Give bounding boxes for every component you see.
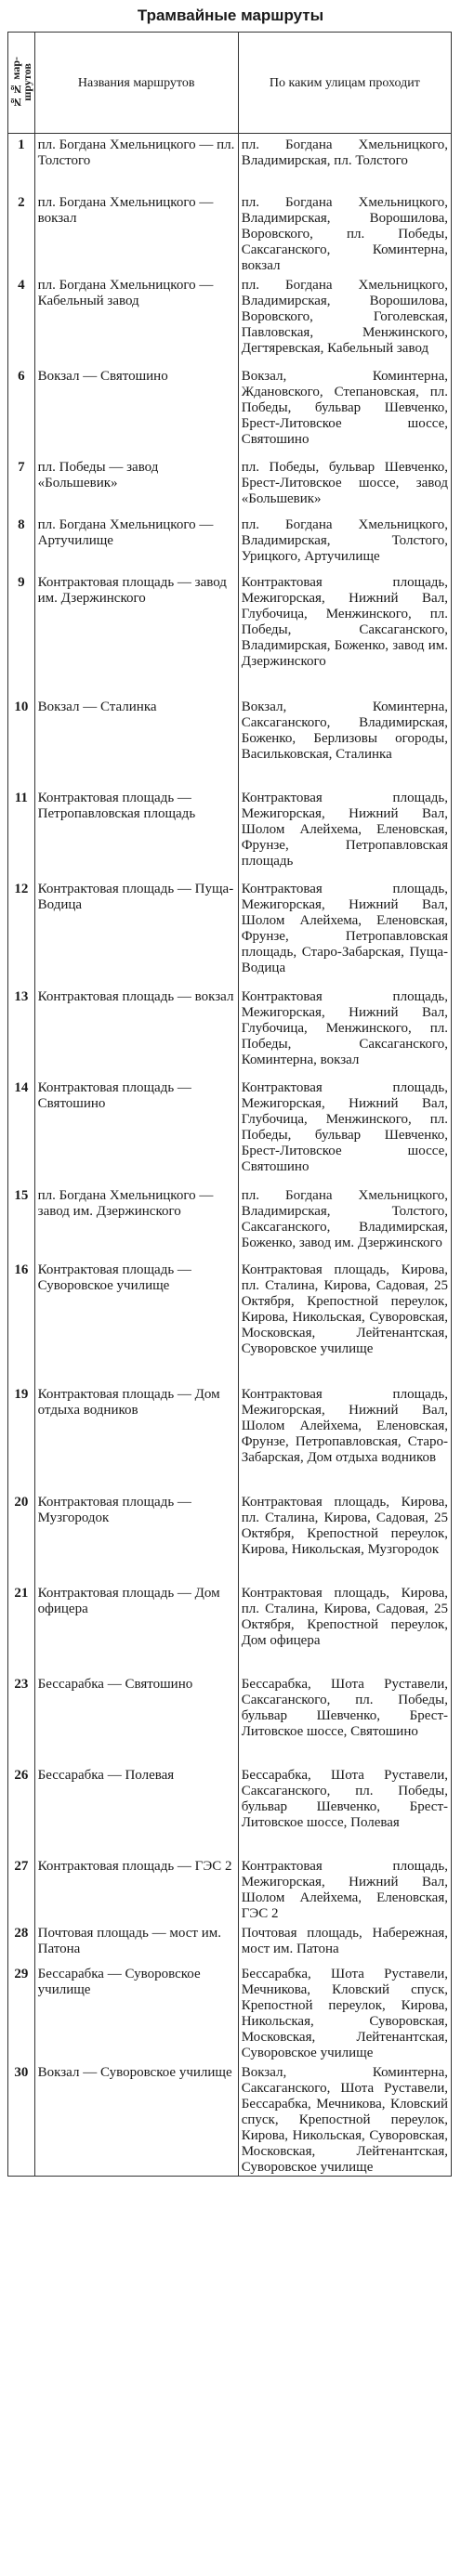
route-name: пл. Богдана Хмельницкого — вокзал <box>34 191 238 274</box>
route-streets: Контрактовая площадь, Межигорская, Нижний Вал, Шолом Алейхема, Еленовская, ГЭС 2 <box>238 1855 451 1922</box>
routes-body <box>8 134 452 2177</box>
route-number: 19 <box>8 1383 35 1491</box>
table-row <box>8 1963 452 2061</box>
route-streets: Контрактовая площадь, Межигорская, Нижний Вал, Шолом Алейхема, Еленовская, Фрунзе, Петропавловская площадь <box>238 787 451 878</box>
table-row <box>8 1491 452 1582</box>
table-row <box>8 1855 452 1922</box>
route-number: 1 <box>8 134 35 191</box>
route-streets: Вокзал, Коминтерна, Саксаганского, Владимирская, Боженко, Берлизовы огороды, Васильковская, Сталинка <box>238 696 451 787</box>
route-number: 10 <box>8 696 35 787</box>
route-number: 21 <box>8 1582 35 1673</box>
route-name: Контрактовая площадь — Пуща-Водица <box>34 878 238 986</box>
route-number: 8 <box>8 514 35 571</box>
route-name: пл. Богдана Хмельницкого — завод им. Дзержинского <box>34 1184 238 1259</box>
route-streets: пл. Богдана Хмельницкого, Владимирская, Ворошилова, Воровского, Гоголевская, Павловская, Менжинского, Дегтяревская, Кабельный завод <box>238 274 451 365</box>
page-title: Трамвайные маршруты <box>137 7 324 24</box>
route-streets: пл. Богдана Хмельницкого, Владимирская, пл. Толстого <box>238 134 451 191</box>
header-streets: По каким улицам проходит <box>238 33 451 134</box>
route-name: Вокзал — Сталинка <box>34 696 238 787</box>
route-number: 11 <box>8 787 35 878</box>
route-number: 12 <box>8 878 35 986</box>
route-name: пл. Победы — завод «Большевик» <box>34 456 238 514</box>
table-row <box>8 1582 452 1673</box>
table-row <box>8 134 452 191</box>
route-number: 4 <box>8 274 35 365</box>
route-name: Контрактовая площадь — ГЭС 2 <box>34 1855 238 1922</box>
route-name: Контрактовая площадь — Суворовское училище <box>34 1259 238 1383</box>
route-number: 30 <box>8 2061 35 2177</box>
route-name: Контрактовая площадь — завод им. Дзержинского <box>34 571 238 696</box>
routes-table <box>7 32 452 2177</box>
route-streets: Контрактовая площадь, Кирова, пл. Сталина, Кирова, Садовая, 25 Октября, Крепостной переулок, Кирова, Никольская, Музгородок <box>238 1491 451 1582</box>
route-streets: Контрактовая площадь, Межигорская, Нижний Вал, Шолом Алейхема, Еленовская, Фрунзе, Петропавловская площадь, Старо-Забарская, Пуща-Водица <box>238 878 451 986</box>
table-row <box>8 986 452 1077</box>
route-streets: Бессарабка, Шота Руставели, Саксаганского, пл. Победы, бульвар Шевченко, Брест-Литовское шоссе, Полевая <box>238 1764 451 1855</box>
header-num-label: №№ мар- шрутов <box>8 57 33 109</box>
table-row <box>8 1383 452 1491</box>
table-row <box>8 571 452 696</box>
route-name: Почтовая площадь — мост им. Патона <box>34 1922 238 1963</box>
route-streets: Бессарабка, Шота Руставели, Саксаганского, пл. Победы, бульвар Шевченко, Брест-Литовское шоссе, Святошино <box>238 1673 451 1764</box>
route-number: 9 <box>8 571 35 696</box>
route-number: 20 <box>8 1491 35 1582</box>
route-name: Вокзал — Суворовское училище <box>34 2061 238 2177</box>
header-name: Названия маршрутов <box>34 33 238 134</box>
route-name: Бессарабка — Святошино <box>34 1673 238 1764</box>
route-name: пл. Богдана Хмельницкого — Кабельный завод <box>34 274 238 365</box>
route-streets: Контрактовая площадь, Кирова, пл. Сталина, Кирова, Садовая, 25 Октября, Крепостной переулок, Дом офицера <box>238 1582 451 1673</box>
route-name: Бессарабка — Суворовское училище <box>34 1963 238 2061</box>
route-name: пл. Богдана Хмельницкого — пл. Толстого <box>34 134 238 191</box>
table-row <box>8 696 452 787</box>
route-streets: Почтовая площадь, Набережная, мост им. Патона <box>238 1922 451 1963</box>
route-number: 28 <box>8 1922 35 1963</box>
route-name: Бессарабка — Полевая <box>34 1764 238 1855</box>
table-row <box>8 514 452 571</box>
route-number: 7 <box>8 456 35 514</box>
route-streets: Бессарабка, Шота Руставели, Мечникова, Кловский спуск, Крепостной переулок, Кирова, Никольская, Суворовская, Московская, Лейтенантская, Суворовское училище <box>238 1963 451 2061</box>
table-row <box>8 2061 452 2177</box>
table-row <box>8 365 452 456</box>
table-row <box>8 274 452 365</box>
route-streets: пл. Богдана Хмельницкого, Владимирская, Толстого, Урицкого, Артучилище <box>238 514 451 571</box>
route-number: 29 <box>8 1963 35 2061</box>
route-name: Контрактовая площадь — Музгородок <box>34 1491 238 1582</box>
table-row <box>8 191 452 274</box>
table-row <box>8 456 452 514</box>
table-header-row <box>8 33 452 134</box>
route-name: Контрактовая площадь — Петропавловская площадь <box>34 787 238 878</box>
route-number: 14 <box>8 1077 35 1184</box>
route-number: 27 <box>8 1855 35 1922</box>
table-row <box>8 1184 452 1259</box>
route-name: Контрактовая площадь — Дом офицера <box>34 1582 238 1673</box>
route-streets: Контрактовая площадь, Межигорская, Нижний Вал, Глубочица, Менжинского, пл. Победы, Саксаганского, Коминтерна, вокзал <box>238 986 451 1077</box>
table-row <box>8 787 452 878</box>
route-number: 6 <box>8 365 35 456</box>
route-streets: Контрактовая площадь, Кирова, пл. Сталина, Кирова, Садовая, 25 Октября, Крепостной переулок, Кирова, Никольская, Суворовская, Московская, Лейтенантская, Суворовское училище <box>238 1259 451 1383</box>
route-name: Вокзал — Святошино <box>34 365 238 456</box>
route-streets: пл. Богдана Хмельницкого, Владимирская, Толстого, Саксаганского, Владимирская, Боженко, завод им. Дзержинского <box>238 1184 451 1259</box>
route-number: 2 <box>8 191 35 274</box>
table-row <box>8 1764 452 1855</box>
route-streets: пл. Победы, бульвар Шевченко, Брест-Литовское шоссе, завод «Большевик» <box>238 456 451 514</box>
header-num <box>8 33 35 134</box>
route-number: 15 <box>8 1184 35 1259</box>
route-name: Контрактовая площадь — Святошино <box>34 1077 238 1184</box>
route-streets: Вокзал, Коминтерна, Ждановского, Степановская, пл. Победы, бульвар Шевченко, Брест-Литовское шоссе, Святошино <box>238 365 451 456</box>
table-row <box>8 1922 452 1963</box>
route-name: Контрактовая площадь — Дом отдыха водников <box>34 1383 238 1491</box>
table-row <box>8 1673 452 1764</box>
route-name: Контрактовая площадь — вокзал <box>34 986 238 1077</box>
route-streets: Вокзал, Коминтерна, Саксаганского, Шота Руставели, Бессарабка, Мечникова, Кловский спуск, Крепостной переулок, Кирова, Никольская, Суворовская, Московская, Лейтенантская, Суворовское училище <box>238 2061 451 2177</box>
table-row <box>8 1077 452 1184</box>
route-streets: Контрактовая площадь, Межигорская, Нижний Вал, Глубочица, Менжинского, пл. Победы, бульвар Шевченко, Брест-Литовское шоссе, Святошино <box>238 1077 451 1184</box>
table-row <box>8 878 452 986</box>
route-name: пл. Богдана Хмельницкого — Артучилище <box>34 514 238 571</box>
table-row <box>8 1259 452 1383</box>
route-streets: Контрактовая площадь, Межигорская, Нижний Вал, Шолом Алейхема, Еленовская, Фрунзе, Петропавловская, Старо-Забарская, Дом отдыха водников <box>238 1383 451 1491</box>
route-number: 23 <box>8 1673 35 1764</box>
route-number: 26 <box>8 1764 35 1855</box>
route-number: 13 <box>8 986 35 1077</box>
route-number: 16 <box>8 1259 35 1383</box>
route-streets: пл. Богдана Хмельницкого, Владимирская, Ворошилова, Воровского, пл. Победы, Саксаганского, Коминтерна, вокзал <box>238 191 451 274</box>
route-streets: Контрактовая площадь, Межигорская, Нижний Вал, Глубочица, Менжинского, пл. Победы, Саксаганского, Владимирская, Боженко, завод им. Дзержинского <box>238 571 451 696</box>
